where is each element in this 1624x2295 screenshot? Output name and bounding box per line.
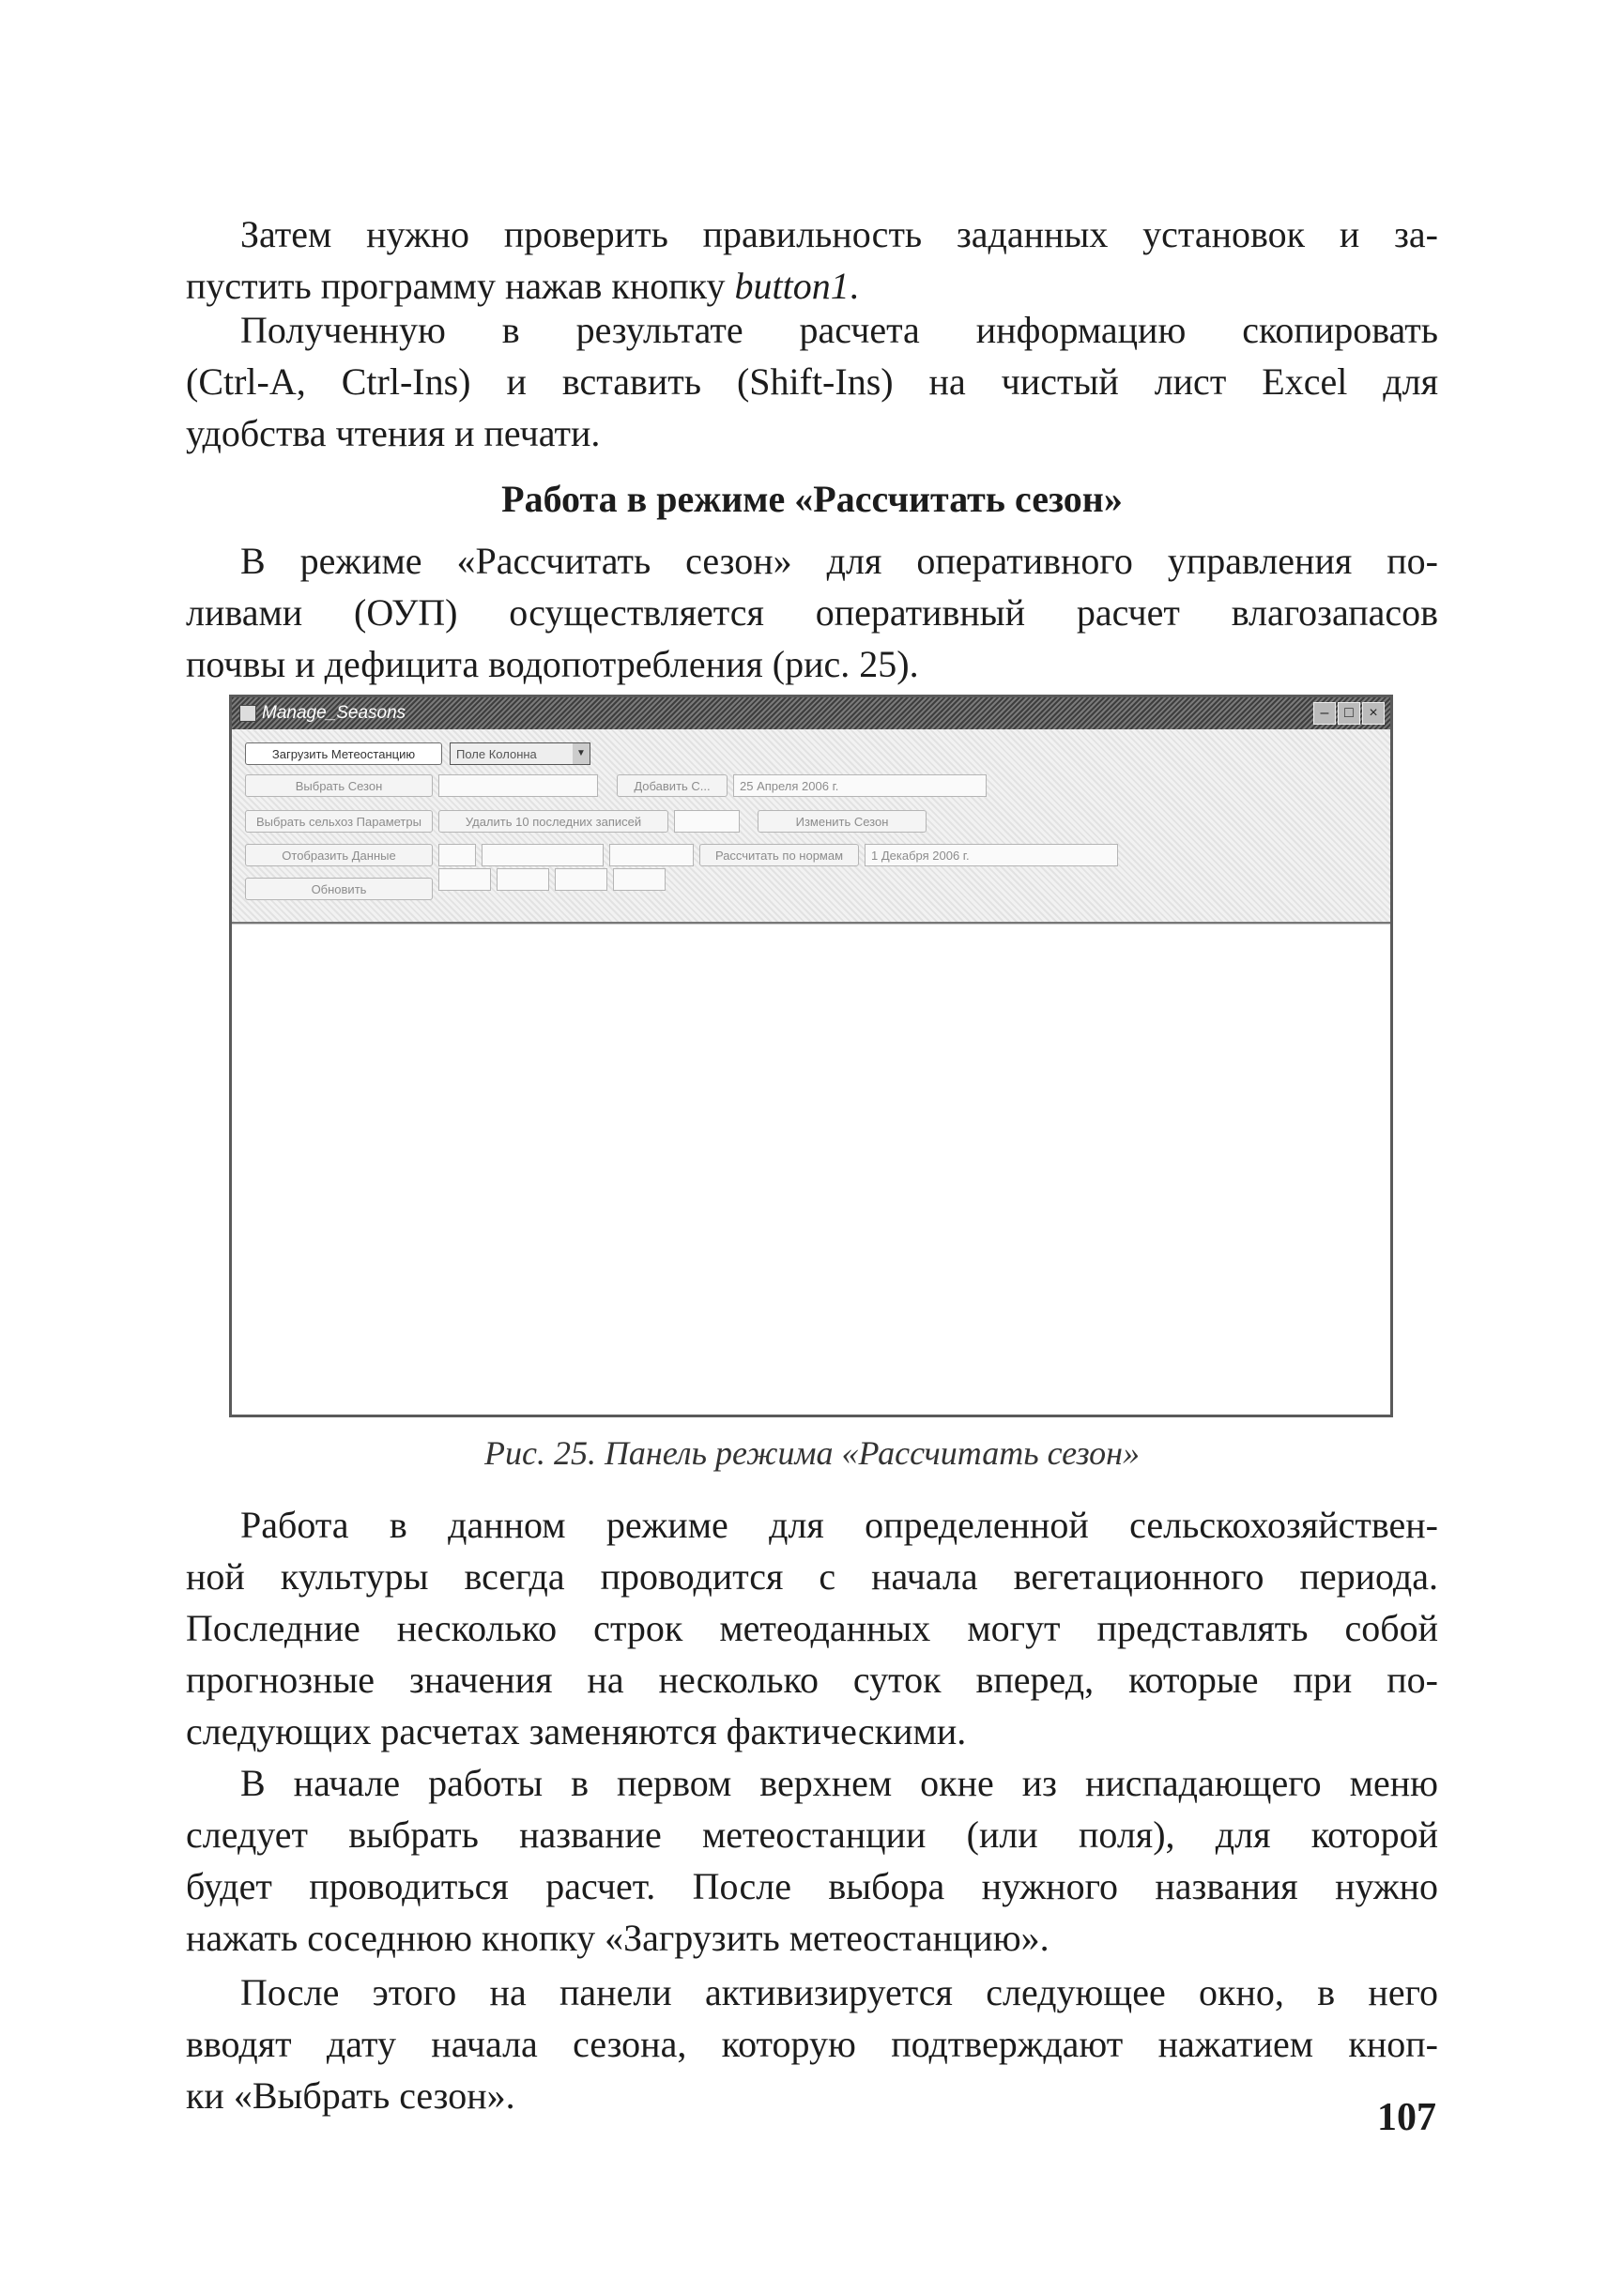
paragraph-4 <box>186 1499 1438 1757</box>
manage-seasons-window <box>229 695 1393 1417</box>
text-line: пустить программу нажав кнопку button1. <box>186 265 859 307</box>
load-station-button[interactable]: Загрузить Метеостанцию <box>245 742 442 765</box>
paragraph-1 <box>186 208 1438 312</box>
text-line: удобства чтения и печати. <box>186 412 601 454</box>
count-field[interactable] <box>674 810 740 833</box>
update-button[interactable]: Обновить <box>245 878 433 900</box>
paragraph-6 <box>186 1966 1438 2121</box>
paragraph-5 <box>186 1757 1438 1964</box>
change-season-button[interactable]: Изменить Сезон <box>758 810 927 833</box>
value-field[interactable] <box>438 868 491 891</box>
text-line: (Ctrl-A, Ctrl-Ins) и вставить (Shift-Ins) на чистый лист Excel для <box>186 360 1438 403</box>
text-line: Затем нужно проверить правильность заданных установок и за- <box>240 213 1438 255</box>
button1-term: button1 <box>734 265 850 307</box>
calc-option-button[interactable]: Рассчитать по нормам <box>699 844 859 866</box>
control-panel <box>232 729 1390 924</box>
text-line: Работа в данном режиме для определенной сельскохозяйствен- <box>240 1504 1438 1546</box>
text-line: следующих расчетах заменяются фактическими. <box>186 1710 967 1752</box>
window-titlebar <box>232 697 1390 729</box>
figure-caption: Рис. 25. Панель режима «Рассчитать сезон» <box>483 1434 1141 1472</box>
section-heading: Работа в режиме «Рассчитать сезон» <box>501 478 1123 520</box>
close-icon[interactable]: × <box>1362 702 1385 725</box>
text-line: нажать соседнюю кнопку «Загрузить метеостанцию». <box>186 1917 1049 1959</box>
window-title: Manage_Seasons <box>262 703 406 723</box>
minimize-icon[interactable]: – <box>1313 702 1336 725</box>
text-line: следует выбрать название метеостанции (или поля), для которой <box>186 1813 1438 1856</box>
paragraph-3 <box>186 535 1438 690</box>
end-date-field[interactable]: 1 Декабря 2006 г. <box>865 844 1118 866</box>
select-crop-params-button[interactable]: Выбрать сельхоз Параметры <box>245 810 433 833</box>
field-select[interactable] <box>450 742 590 765</box>
maximize-icon[interactable]: □ <box>1338 702 1360 725</box>
add-button[interactable]: Добавить С... <box>617 774 728 797</box>
text-line: ной культуры всегда проводится с начала вегетационного периода. <box>186 1555 1438 1598</box>
season-date-field[interactable]: 25 Апреля 2006 г. <box>733 774 987 797</box>
text-line: После этого на панели активизируется следующее окно, в него <box>240 1971 1438 2013</box>
date-field-a[interactable] <box>482 844 604 866</box>
select-season-button[interactable]: Выбрать Сезон <box>245 774 433 797</box>
value-field[interactable] <box>555 868 607 891</box>
text-line: В начале работы в первом верхнем окне из ниспадающего меню <box>240 1762 1438 1804</box>
data-grid[interactable] <box>232 924 1390 1415</box>
paragraph-2 <box>186 304 1438 459</box>
value-field[interactable] <box>497 868 549 891</box>
text-line: Последние несколько строк метеоданных могут представлять собой <box>186 1607 1438 1649</box>
text-line: Полученную в результате расчета информацию скопировать <box>240 309 1438 351</box>
small-field[interactable] <box>438 844 476 866</box>
date-field-b[interactable] <box>609 844 694 866</box>
field-select-value: Поле Колонна <box>456 747 537 761</box>
text-line: будет проводиться расчет. После выбора нужного названия нужно <box>186 1865 1438 1907</box>
chevron-down-icon[interactable]: ▼ <box>573 743 590 764</box>
text-line: ливами (ОУП) осуществляется оперативный расчет влагозапасов <box>186 591 1438 634</box>
app-icon <box>239 705 256 722</box>
text-line: вводят дату начала сезона, которую подтверждают нажатием кноп- <box>186 2023 1438 2065</box>
show-data-button[interactable]: Отобразить Данные <box>245 844 433 866</box>
value-field[interactable] <box>613 868 666 891</box>
page-number: 107 <box>1377 2096 1436 2139</box>
text-line: ки «Выбрать сезон». <box>186 2074 515 2117</box>
text-line: прогнозные значения на несколько суток вперед, которые при по- <box>186 1659 1438 1701</box>
season-select[interactable] <box>438 774 598 797</box>
text-line: В режиме «Рассчитать сезон» для оперативного управления по- <box>240 540 1438 582</box>
delete-last-data-button[interactable]: Удалить 10 последних записей <box>438 810 668 833</box>
text-line: почвы и дефицита водопотребления (рис. 25). <box>186 643 919 685</box>
